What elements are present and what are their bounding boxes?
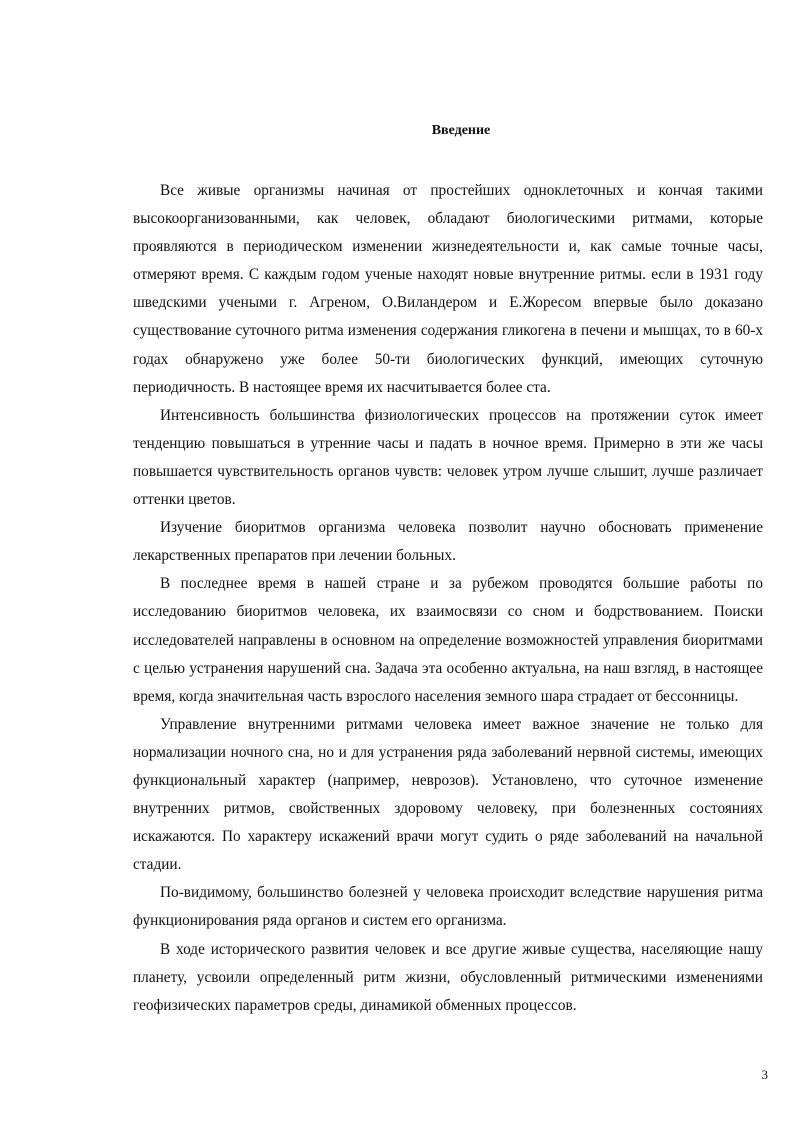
paragraph-2: Интенсивность большинства физиологических процессов на протяжении суток имеет тенденцию повышаться в утренние часы и падать в ночное время. Примерно в эти же часы повышается чувствительность органов чувств: человек утром лучше слышит, лучше различает оттенки цветов. [133,406,763,509]
document-body [133,177,763,1020]
document-title: Введение [431,123,491,138]
paragraph-6: По-видимому, большинство болезней у человека происходит вследствие нарушения ритма функционирования ряда органов и систем его организма. [133,884,763,930]
paragraph-1: Все живые организмы начиная от простейших одноклеточных и кончая такими высокоорганизованными, как человек, обладают биологическими ритмами, которые проявляются в периодическом изменении жизнедеятельности и, как самые точные часы, отмеряют время. С каждым годом ученые находят новые внутренние ритмы. если в 1931 году шведскими учеными г. Агреном, О.Виландером и Е.Жоресом впервые было доказано существование суточного ритма изменения содержания гликогена в печени и мышцах, то в 60-х годах обнаружено уже более 50-ти биологических функций, имеющих суточную периодичность. В настоящее время их насчитывается более ста. [133,182,763,396]
page-number: 3 [761,1067,768,1082]
paragraph-7: В ходе исторического развития человек и все другие живые существа, населяющие нашу планету, усвоили определенный ритм жизни, обусловленный ритмическими изменениями геофизических параметров среды, динамикой обменных процессов. [133,940,763,1014]
paragraph-4: В последнее время в нашей стране и за рубежом проводятся большие работы по исследованию биоритмов человека, их взаимосвязи со сном и бодрствованием. Поиски исследователей направлены в основном на определение возможностей управления биоритмами с целью устранения нарушений сна. Задача эта особенно актуальна, на наш взгляд, в настоящее время, когда значительная часть взрослого населения земного шара страдает от бессонницы. [133,575,763,705]
paragraph-5: Управление внутренними ритмами человека имеет важное значение не только для нормализации ночного сна, но и для устранения ряда заболеваний нервной системы, имеющих функциональный характер (например, неврозов). Установлено, что суточное изменение внутренних ритмов, свойственных здоровому человеку, при болезненных состояниях искажаются. По характеру искажений врачи могут судить о ряде заболеваний на начальной стадии. [133,715,763,874]
paragraph-3: Изучение биоритмов организма человека позволит научно обосновать применение лекарственных препаратов при лечении больных. [133,519,763,565]
